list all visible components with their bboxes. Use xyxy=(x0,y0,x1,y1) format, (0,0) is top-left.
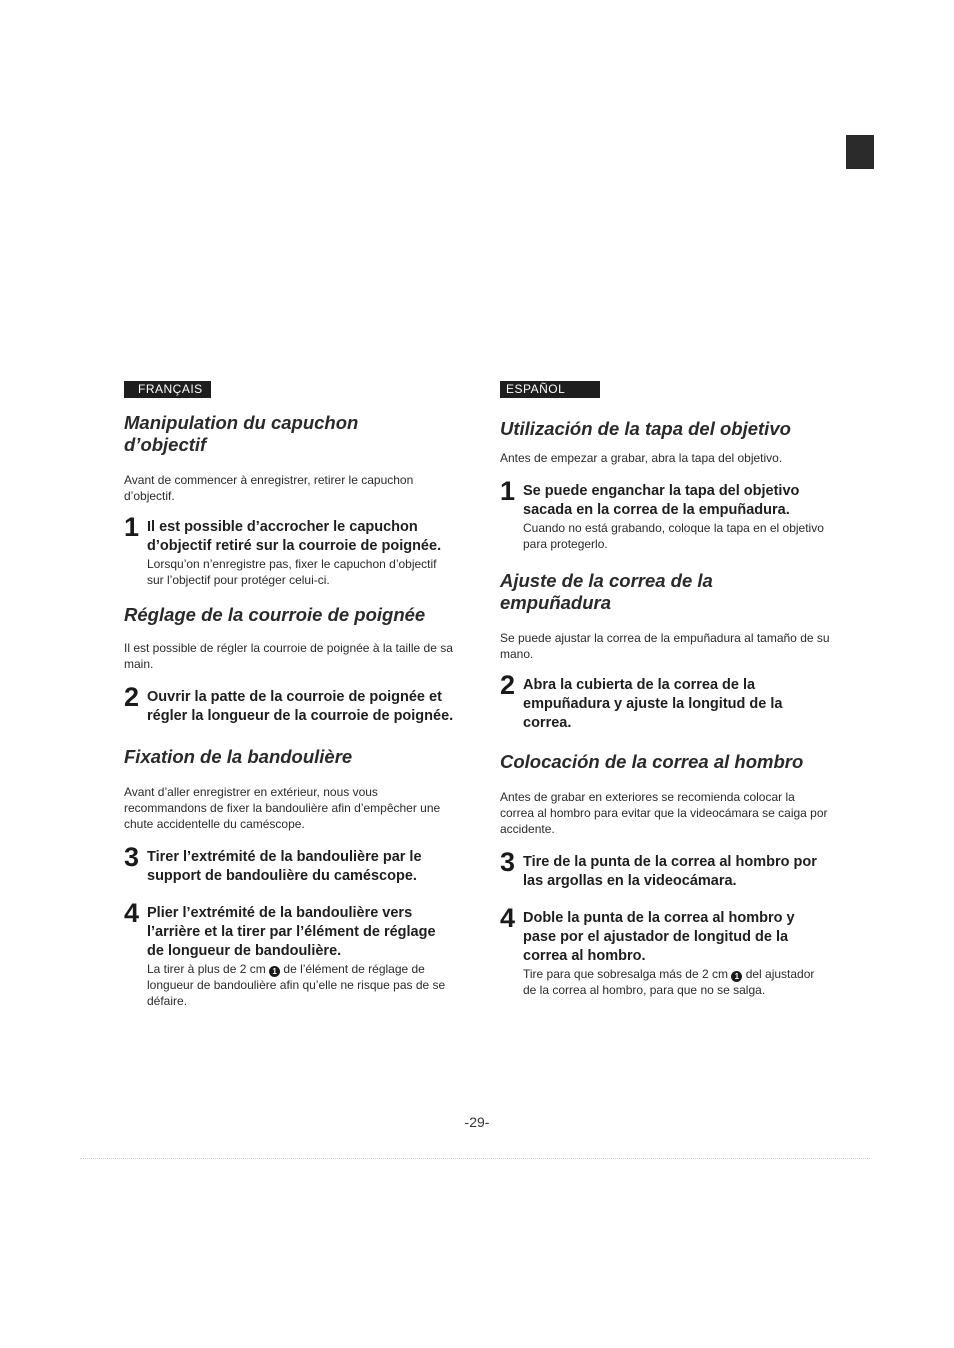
section-title-shoulder-strap: Fixation de la bandoulière xyxy=(124,746,353,767)
step-number: 2 xyxy=(124,682,140,712)
footer-divider xyxy=(80,1158,870,1159)
language-badge-espanol: ESPAÑOL xyxy=(500,381,600,398)
callout-marker-icon: 1 xyxy=(731,971,742,982)
step-title: Il est possible d’accrocher le capuchon d’objectif retiré sur la courroie de poignée. xyxy=(147,519,442,554)
step-1 xyxy=(124,512,454,588)
step-number: 1 xyxy=(124,512,140,542)
step-number: 4 xyxy=(124,898,140,928)
step-text: Tire para que sobresalga más de 2 cm 1 del ajustador de la correa al hombro, para que no se salga. xyxy=(523,967,815,997)
section-title-lens-cap: Manipulation du capuchon d’objectif xyxy=(124,412,359,455)
section-title-shoulder-strap: Colocación de la correa al hombro xyxy=(500,751,804,772)
step-number: 3 xyxy=(124,842,140,872)
step-text: Lorsqu’on n’enregistre pas, fixer le capuchon d’objectif sur l’objectif pour protéger celui-ci. xyxy=(147,557,437,587)
step-title: Plier l’extrémité de la bandoulière vers l’arrière et la tirer par l’élément de réglage de longueur de bandoulière. xyxy=(147,905,436,959)
section-intro-lens-cap: Antes de empezar a grabar, abra la tapa del objetivo. xyxy=(500,451,783,465)
step-text: Cuando no está grabando, coloque la tapa en el objetivo para protegerlo. xyxy=(523,521,824,551)
step-title: Doble la punta de la correa al hombro y pase por el ajustador de longitud de la correa al hombro. xyxy=(523,910,795,964)
step-number: 3 xyxy=(500,847,516,877)
section-intro-shoulder-strap: Avant d’aller enregistrer en extérieur, nous vous recommandons de fixer la bandoulière afin d’empêcher une chute accidentelle du caméscope. xyxy=(124,785,441,831)
step-title: Tirer l’extrémité de la bandoulière par le support de bandoulière du caméscope. xyxy=(147,849,422,884)
step-2 xyxy=(500,670,830,733)
section-title-grip-belt: Ajuste de la correa de la empuñadura xyxy=(500,570,713,613)
step-2 xyxy=(124,682,454,726)
step-text: La tirer à plus de 2 cm 1 de l’élément de réglage de longueur de bandoulière afin qu’elle ne risque pas de se défaire. xyxy=(147,962,446,1008)
step-number: 1 xyxy=(500,476,516,506)
section-intro-lens-cap: Avant de commencer à enregistrer, retirer le capuchon d’objectif. xyxy=(124,473,414,503)
francais-column xyxy=(124,380,454,1009)
page-edge-tab xyxy=(846,135,874,169)
step-3 xyxy=(500,847,830,891)
callout-marker-icon: 1 xyxy=(269,966,280,977)
section-intro-shoulder-strap: Antes de grabar en exteriores se recomienda colocar la correa al hombro para evitar que la videocámara se caiga por accidente. xyxy=(500,790,828,836)
section-intro-grip-belt: Se puede ajustar la correa de la empuñadura al tamaño de su mano. xyxy=(500,631,830,661)
step-title: Tire de la punta de la correa al hombro por las argollas en la videocámara. xyxy=(523,854,817,889)
step-4 xyxy=(500,903,830,998)
step-number: 4 xyxy=(500,903,516,933)
section-title-lens-cap: Utilización de la tapa del objetivo xyxy=(500,418,791,439)
step-1 xyxy=(500,476,830,552)
step-title: Ouvrir la patte de la courroie de poignée et régler la longueur de la courroie de poignée. xyxy=(147,689,454,724)
step-4 xyxy=(124,898,454,1009)
step-3 xyxy=(124,842,454,886)
espanol-column xyxy=(500,380,830,998)
section-title-grip-belt: Réglage de la courroie de poignée xyxy=(124,604,426,625)
step-title: Se puede enganchar la tapa del objetivo sacada en la correa de la empuñadura. xyxy=(523,483,800,518)
language-badge-francais: FRANÇAIS xyxy=(124,381,211,398)
section-intro-grip-belt: Il est possible de régler la courroie de poignée à la taille de sa main. xyxy=(124,641,453,671)
step-title: Abra la cubierta de la correa de la empuñadura y ajuste la longitud de la correa. xyxy=(523,677,783,731)
page-number: -29- xyxy=(464,1114,490,1130)
step-number: 2 xyxy=(500,670,516,700)
